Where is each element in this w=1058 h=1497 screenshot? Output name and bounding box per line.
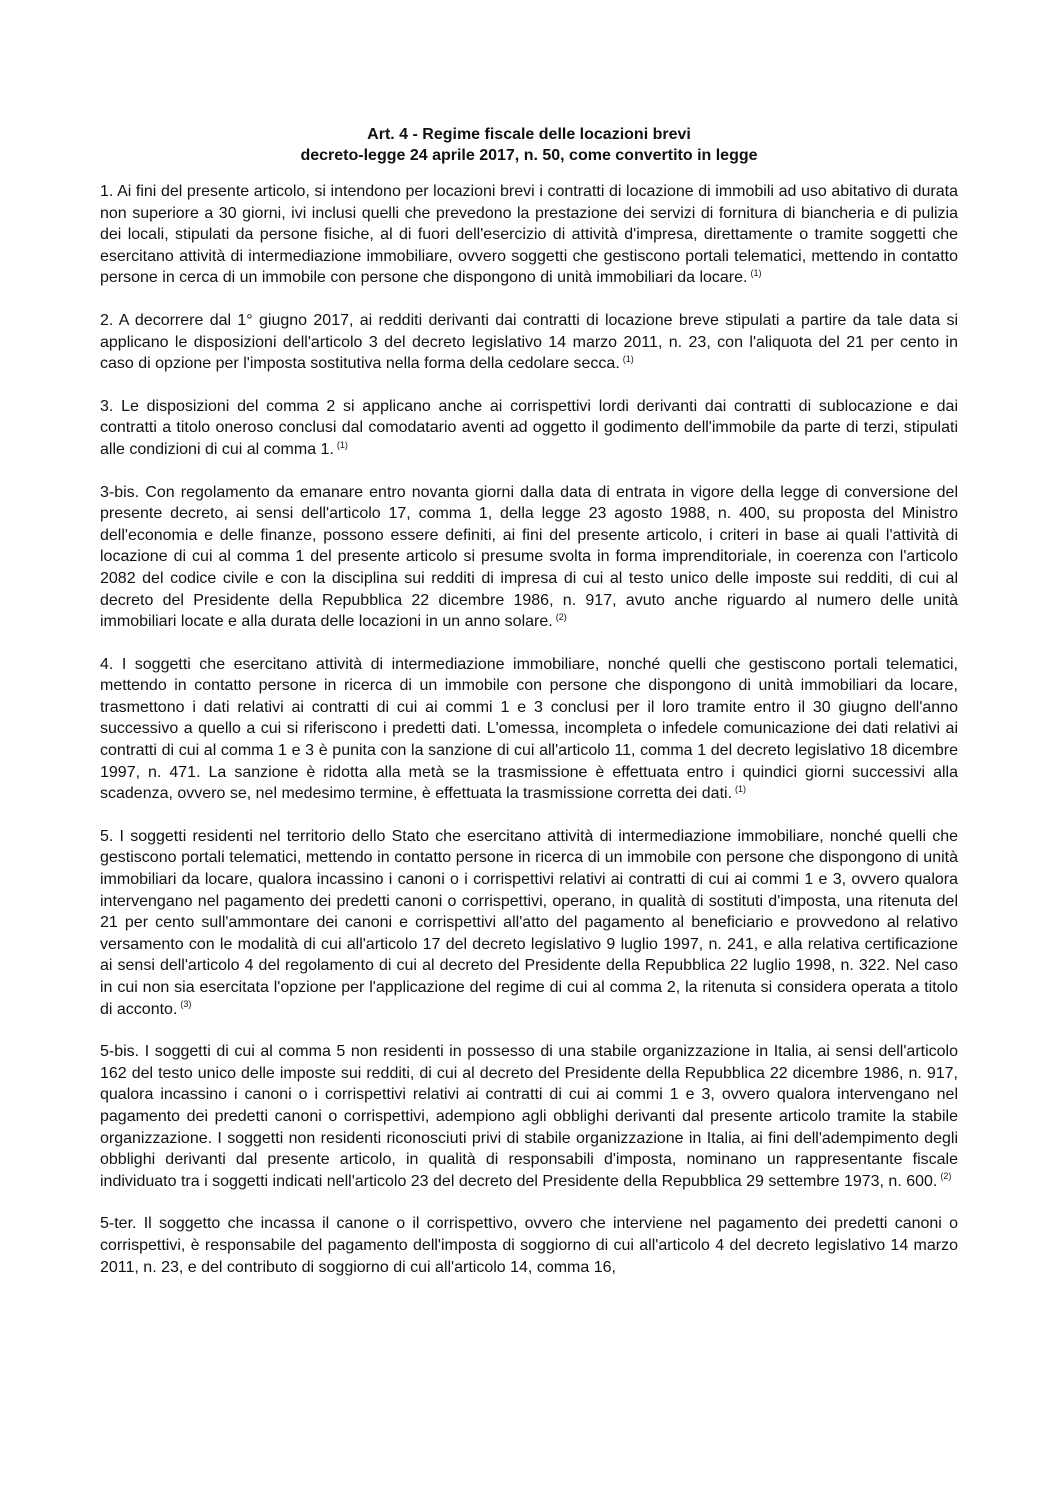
footnote-ref: (3) (180, 999, 192, 1010)
paragraph-text: 3-bis. Con regolamento da emanare entro novanta giorni dalla data di entrata in vigore della legge di conversione del presente decreto, ai sensi dell'articolo 17, comma 1, della legge 23 agosto 1988, n. 400, su proposta del Ministro dell'economia e delle finanze, possono essere definiti, ai fini del presente articolo, i criteri in base ai quali l'attività di locazione di cui al comma 1 del presente articolo si presume svolta in forma imprenditoriale, in coerenza con l'articolo 2082 del codice civile e con la disciplina sui redditi di impresa di cui al testo unico delle imposte sui redditi, di cui al decreto del Presidente della Repubblica 22 dicembre 1986, n. 917, avuto anche riguardo al numero delle unità immobiliari locate e alla durata delle locazioni in un anno solare. (100, 483, 958, 631)
paragraph-comma-5-bis (100, 1041, 958, 1192)
document-header (100, 124, 958, 166)
footnote-ref: (1) (336, 439, 348, 450)
paragraph-text: 3. Le disposizioni del comma 2 si applicano anche ai corrispettivi lordi derivanti dai contratti di sublocazione e dai contratti a titolo oneroso conclusi dal comodatario aventi ad oggetto il godimento dell'immobile da parte di terzi, stipulati alle condizioni di cui al comma 1. (100, 397, 958, 458)
paragraph-comma-5 (100, 826, 958, 1020)
footnote-ref: (2) (555, 611, 567, 622)
article-subtitle: decreto-legge 24 aprile 2017, n. 50, come convertito in legge (300, 147, 758, 164)
paragraph-text: 5. I soggetti residenti nel territorio dello Stato che esercitano attività di intermediazione immobiliare, nonché quelli che gestiscono portali telematici, mettendo in contatto persone in ricerca di un immobile con persone che dispongono di unità immobiliari da locare, qualora incassino i canoni o i corrispettivi relativi ai contratti di cui ai commi 1 e 3, ovvero qualora intervengano nel pagamento dei predetti canoni o corrispettivi, operano, in qualità di sostituti d'imposta, una ritenuta del 21 per cento sull'ammontare dei canoni e corrispettivi all'atto del pagamento al beneficiario e provvedono al relativo versamento con le modalità di cui all'articolo 17 del decreto legislativo 9 luglio 1997, n. 241, e alla relativa certificazione ai sensi dell'articolo 4 del regolamento di cui al decreto del Presidente della Repubblica 22 luglio 1998, n. 322. Nel caso in cui non sia esercitata l'opzione per l'applicazione del regime di cui al comma 2, la ritenuta si considera operata a titolo di acconto. (100, 827, 958, 1018)
paragraph-comma-5-ter (100, 1213, 958, 1278)
footnote-ref: (1) (750, 268, 762, 279)
footnote-ref: (1) (622, 353, 634, 364)
paragraph-comma-2 (100, 310, 958, 375)
paragraph-comma-4 (100, 654, 958, 805)
paragraph-comma-3-bis (100, 482, 958, 633)
article-title: Art. 4 - Regime fiscale delle locazioni brevi (367, 126, 691, 143)
footnote-ref: (1) (735, 783, 747, 794)
paragraph-comma-3 (100, 396, 958, 461)
footnote-ref: (2) (940, 1171, 952, 1182)
paragraph-text: 5-ter. Il soggetto che incassa il canone o il corrispettivo, ovvero che interviene nel pagamento dei predetti canoni o corrispettivi, è responsabile del pagamento dell'imposta di soggiorno di cui all'articolo 4 del decreto legislativo 14 marzo 2011, n. 23, e del contributo di soggiorno di cui all'articolo 14, comma 16, (100, 1215, 958, 1276)
paragraph-text: 2. A decorrere dal 1° giugno 2017, ai redditi derivanti dai contratti di locazione breve stipulati a partire da tale data si applicano le disposizioni dell'articolo 3 del decreto legislativo 14 marzo 2011, n. 23, con l'aliquota del 21 per cento in caso di opzione per l'imposta sostitutiva nella forma della cedolare secca. (100, 311, 958, 373)
paragraph-comma-1 (100, 181, 958, 289)
paragraph-text: 4. I soggetti che esercitano attività di intermediazione immobiliare, nonché quelli che gestiscono portali telematici, mettendo in contatto persone in ricerca di un immobile con persone che dispongono di unità immobiliari da locare, trasmettono i dati relativi ai contratti di cui ai commi 1 e 3 conclusi per il loro tramite entro il 30 giugno dell'anno successivo a quello a cui si riferiscono i predetti dati. L'omessa, incompleta o infedele comunicazione dei dati relativi ai contratti di cui al comma 1 e 3 è punita con la sanzione di cui all'articolo 11, comma 1 del decreto legislativo 18 dicembre 1997, n. 471. La sanzione è ridotta alla metà se la trasmissione è effettuata entro i quindici giorni successivi alla scadenza, ovvero se, nel medesimo termine, è effettuata la trasmissione corretta dei dati. (100, 655, 958, 803)
paragraph-text: 1. Ai fini del presente articolo, si intendono per locazioni brevi i contratti di locazione di immobili ad uso abitativo di durata non superiore a 30 giorni, ivi inclusi quelli che prevedono la prestazione dei servizi di fornitura di biancheria e di pulizia dei locali, stipulati da persone fisiche, al di fuori dell'esercizio di attività d'impresa, direttamente o tramite soggetti che esercitano attività di intermediazione immobiliare, ovvero soggetti che gestiscono portali telematici, mettendo in contatto persone in cerca di un immobile con persone che dispongono di unità immobiliari da locare. (100, 183, 958, 287)
document-page (100, 124, 958, 1278)
paragraph-text: 5-bis. I soggetti di cui al comma 5 non residenti in possesso di una stabile organizzazione in Italia, ai sensi dell'articolo 162 del testo unico delle imposte sui redditi, di cui al decreto del Presidente della Repubblica 22 dicembre 1986, n. 917, qualora incassino i canoni o i corrispettivi relativi ai contratti di cui ai commi 1 e 3, ovvero qualora intervengano nel pagamento dei predetti canoni o corrispettivi, adempiono agli obblighi derivanti dal presente articolo tramite la stabile organizzazione. I soggetti non residenti riconosciuti privi di stabile organizzazione in Italia, ai fini dell'adempimento degli obblighi derivanti dal presente articolo, in qualità di responsabili d'imposta, nominano un rappresentante fiscale individuato tra i soggetti indicati nell'articolo 23 del decreto del Presidente della Repubblica 29 settembre 1973, n. 600. (100, 1043, 958, 1190)
